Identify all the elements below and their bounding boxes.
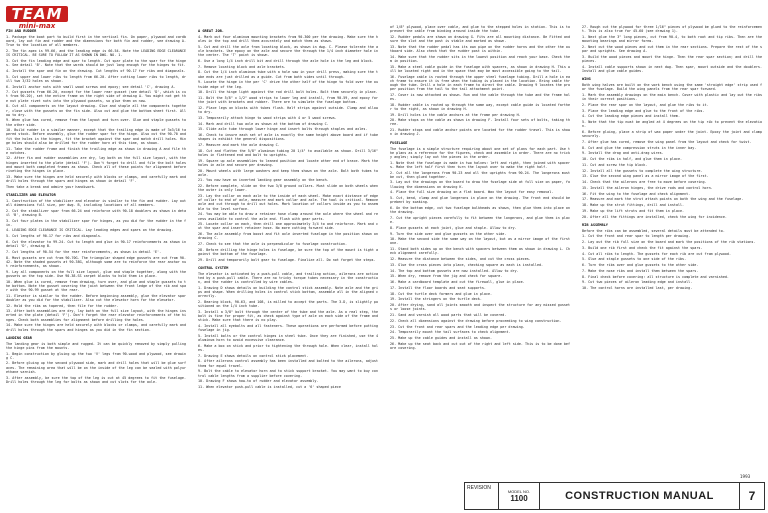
section-heading: RIB ASSEMBLY <box>582 222 608 227</box>
instruction-paragraph: 7. Cut gussets from 66-20, except for the lower rear gusset (see detail 'D', which is cut from 90-20), set the entire frame on the right side of drawing A. You might not get the nut plate rivet nuts into the plywood gussets, so glue them on now. <box>6 90 186 103</box>
instruction-paragraph: 5. Note that the tip must be angled at 4 degrees on the tip rib to prevent the elevation. <box>582 120 762 129</box>
instruction-paragraph: 1. Package the boat part to build first in the vertical fin. On paper, plywood and cardboard, lay out fin and rudder and the dimensions for both fin and rudder, see drawing A. True to the location of all members. <box>6 35 186 48</box>
instruction-paragraph: 25. Locate collar on each, then drill one approximately 3/4 to and reinforce. Mark and cut the spar and insert retainer hose. No more cutting forward side. <box>198 222 378 231</box>
instruction-paragraph: 12. After fin and rudder assemblies are dry, lay both on the full size layout, with the hinges inserted to the plate (detail 'F'). Don't forget to drill and file the bolt holes and mount both completed frames as shown. Check all of these points for alignment before riveting the hinges in place. <box>6 156 186 173</box>
instruction-paragraph: 5. Cut lengths of 90-17 for ribs and diagonals. <box>6 234 102 239</box>
instruction-paragraph: 10. Cut the ribs in half, and glue them in place. <box>582 157 683 162</box>
instruction-paragraph: 4. Install the spar and fin on the drawing. Cut lengths of 90-17 for ribs and diagonals. <box>6 68 186 73</box>
instruction-paragraph: 9. Cut two pieces of aileron leading edge and install. <box>582 280 693 285</box>
instruction-paragraph: 8. Cut and glue the compression struts in the inner bay. <box>582 145 697 150</box>
instruction-paragraph: 11. Cut and screw the tip block. <box>582 162 648 167</box>
instruction-paragraph: 22. Before complete, slide on the two 3/8 ground collars. Must slide on both wheels when the outer is only lower. <box>198 184 378 193</box>
instruction-paragraph: 5. Cut and drill the axle from locating block, as shown in dwg. C. Please tolerate the axle brackets. Use epoxy on the axle and secure the through the 1/4 inch diameter hole in the center. The 'T' point is shown. <box>198 44 378 58</box>
instruction-paragraph: 3. Cut four plates in the stabilizer spar for hinges, as you did for the rudder in the fin. <box>6 218 186 227</box>
instruction-paragraph: 15. Make a steel cable guide in the fuselage with spacers, as shown in drawing H. This will be located right and in the space that may be most accessible going to the tail. <box>390 64 570 73</box>
instruction-paragraph: 12. Hold the ribs as tapered, then file for the rudder. <box>6 303 119 308</box>
section-heading: STABILIZER AND ELEVATOR <box>6 192 56 197</box>
instruction-paragraph: 6. Make a box on stick and prior to tightening the through hole. When clear, install holes. <box>198 343 378 352</box>
instruction-paragraph: 6. On the bottom edge, cut two fuselage bulkheads as shown, then glue them into place on the drawing. <box>390 205 570 215</box>
instruction-paragraph: 11. Bolt the 5/8" x 1/2" wood strips to lower leg and install, from 90-59, and epoxy for the joint with brackets and rubber. There are to simulate the fuselage bottom. <box>198 96 378 105</box>
instruction-paragraph: 4. Cut all ribs to length. The gussets for each rib are cut from plywood. <box>582 251 732 256</box>
instruction-paragraph: 20. Mount wheels with large washers and keep them shown on the axle. Bolt both tubes to axle. <box>198 168 378 177</box>
instruction-paragraph: 3. Cut the fin leading edge and spar to length. Cut spar plate to the spar for the hinges. See detail 'B'. Note that the words should be just long enough for the hinges to fit. <box>6 58 186 68</box>
instruction-paragraph: 14. The top and bottom gussets are now installed. Allow to dry. <box>390 268 519 273</box>
instruction-paragraph: 7. Make the nose ribs and install them between the spars. <box>582 268 699 273</box>
instruction-paragraph: 2. Next cut the wood pieces and cut them in the rear sections. Prepare the rest of the spar and uprights. See drawing A. <box>582 44 762 53</box>
model-cell <box>499 483 540 509</box>
instruction-paragraph: 1. Mark the assembly drawings on the main bench. Cover with plastic and lay out the ribs in their correct positions. <box>582 92 762 101</box>
instruction-paragraph: 7. Drawing E shows details on control stick placement. <box>198 353 309 358</box>
instruction-paragraph: 17. Measure and mark the axle drawing C. <box>198 143 280 147</box>
instruction-paragraph: 17. Cover is now attached as shown. Run and the cable through the tube and the frame holes. <box>390 92 570 101</box>
instruction-paragraph: 13. Make sure the hinges are held securely with blocks or clamps, and carefully mark and drill holes through the spars and hinges as shown in detail 'F'. <box>6 174 186 183</box>
instruction-paragraph: 1. Construction of the stabilizer and elevator is similar to the fin and rudder. Lay out all dimensions full size, per dwg. B, including locations of all members. <box>6 198 186 207</box>
instruction-paragraph: 26. Make up the seat back and cut out of the right and left side. This is to be done before covering. <box>390 341 570 350</box>
instruction-paragraph: 3. Lay out the drawings on the board to draw the fuselage side at full size on paper, following the dimensions on drawing K. <box>390 180 570 189</box>
instruction-paragraph: 17. Measure and mark the strut attach points on both the wing and the fuselage. <box>582 197 744 202</box>
instruction-paragraph: 21. Rudder stops and cable anchor points are located for the rudder travel. This is shown in drawing J. <box>390 128 570 137</box>
instruction-paragraph: 11. When elevator push-pull cable is installed, cut a '6' shaped piece <box>198 385 341 389</box>
instruction-paragraph: 10. When glue is cured, remove from drawing, turn over, and glue and staple gussets to the bottom. Note the gusset covering the joint between the front ledge of the rib and spar with the 90-99 gusset at the rear. <box>6 279 186 292</box>
instruction-paragraph: 1. Cut the front and rear spar to length per drawing. <box>582 234 691 239</box>
instruction-paragraph: 9. Locate the hinge in the per 'C' drive the other half of the hinge to fold over the outside edge of the leg. <box>198 80 378 89</box>
instruction-paragraph: 19. Square up axle assemblies to leaned position and locate other end of brace. Mark the holes in axle and secure per drawing. <box>198 158 378 167</box>
instruction-paragraph: 4. Mark out four aluminum mounting brackets from 90-300 per the drawing. Make sure the holes in the top and drill them accurately and match them as shown. <box>198 35 378 44</box>
instruction-paragraph: 8. Place gussets at each joint, glue and staple. Allow to dry. <box>390 225 517 230</box>
instruction-paragraph: 19. Drill holes in the cable anchors at the frame per drawing H. <box>390 112 521 117</box>
instruction-paragraph: 12. Measure the distance between the sides, and cut the cross pieces. <box>390 257 531 262</box>
instruction-paragraph: 13. Note that the rudder pedal has its own pipe on the rudder horns and the other the outboard side. Also check that the rudder post is within. <box>390 44 570 53</box>
instruction-paragraph: 7. Cut lengths of 90-54 for the rear reinforcements, as shown in detail 'E'. <box>6 249 162 254</box>
manual-columns <box>6 25 762 480</box>
instruction-paragraph: 8. Cut all components on the layout drawing. Glue and staple all the components together, close with the gussets on the fin side. Also cut and glue the bottom sheet first. Allow to dry. <box>6 104 186 117</box>
instruction-paragraph: 5. Glue and staple gussets to one side of the ribs. <box>582 257 687 262</box>
instruction-paragraph: 4. Install all eyebolts and all fasteners. These operations are performed before putting fuselage in jig. <box>198 323 378 333</box>
instruction-paragraph: of 1/8" plywood, place over cable, and glue to the stepped holes in station. This is to prevent the cable from binding around inside the tube. <box>390 25 570 34</box>
instruction-paragraph: 2. Before gluing up the second plywood side, mark and drill holes that will be glue surfaces. The remaining area that will be on the inside of the leg can be sealed with polyurethane varnish. <box>6 361 186 374</box>
instruction-paragraph: 12. Place legs on blocks with tubes flush. Half strips against outside. Clamp and allow to dry. <box>198 105 378 115</box>
instruction-paragraph: 5. Install bolts or the control hinges in steel tube. Once they are finished, use the 4 aluminum horn to avoid excessive clearance. <box>198 333 378 343</box>
instruction-paragraph: 11. Stand both sides up on the bench with spacers between them as shown in drawing L. Check alignment carefully. <box>390 247 570 256</box>
logo-subtitle: mini-max <box>18 22 56 30</box>
instruction-paragraph: 12. Rudder pedals are shown on drawing G. Fits are all mounting distance. Be Fitted and sure the slot and the post is stable and marked as shown. <box>390 34 570 44</box>
instruction-paragraph: 4. Install cable supports shown in next dwg. Then spar, mount outside and the doublers. Install and glue cable guides. <box>582 64 762 73</box>
instruction-paragraph: 27. Check to see that the axle is perpendicular to fuselage construction. <box>198 242 348 247</box>
instruction-paragraph: 4. LEADING EDGE CLEARANCE IS CRITICAL. Lay leading edges and spars on the drawing. <box>6 228 174 233</box>
instruction-paragraph: 23. Lay the collar on each axle to the inside of each wheel. Make exact distance of edge of collar to end of axle, measure and mark collar and axle. The tool is critical. Remove axle and cut through to drill out holes. Mark location of collars inside as you to assemble to the level surface. <box>198 194 378 211</box>
instruction-paragraph: 2. The fin apex is 99-66, and the leading edge is 66-54. Note the LEADING EDGE CLEARANCE IS CRITICAL. BE SURE TO FOLLOW IT AS SHOWN IN DWG. NO. 1. <box>6 49 186 58</box>
instruction-paragraph: 29. Drill and temporarily bolt gear to fuselage. Finalize all. Do not forget the steps. <box>198 257 376 262</box>
instruction-paragraph: 3. Install a 3/8" bolt through the center of the tube and the axle. As a real step, the bolt is fine for proper fit, as check against type of axle on each side of the frame and stick. Make sure that there is no play. <box>198 309 378 323</box>
instruction-paragraph: 2. Place the rear spar on the layout, and glue the ribs to it. <box>582 102 709 107</box>
instruction-paragraph: 10. Make the second side the same way on the layout, but as a mirror image of the first one. <box>390 237 570 246</box>
instruction-paragraph: 1. Next glue the 3" long pieces, cut from 90-4, to both root and tip ribs. Then are the mounting bearings and mirror forms. <box>582 34 762 44</box>
instruction-paragraph: 6. Before gluing, place a strip of wax paper under the joint. Epoxy the joint and clamp securely. <box>582 129 762 139</box>
instruction-paragraph: 1. Begin construction by gluing up the two 'V' legs from 90-wood and plywood, see drawing C. <box>6 351 186 360</box>
instruction-paragraph: 13. Glue the second wing panel as a mirror image of the first. <box>582 174 709 179</box>
instruction-paragraph: 15. Install the aileron hinges, the drive rods and control horn. <box>582 185 713 190</box>
instruction-paragraph: The fuselage is a simple structure requiring about one set of plans for each part. Use the plans as a reference for the figures, check and assemble in order. There are no tricky angles; simply lay out the pieces in the order. <box>390 146 570 159</box>
instruction-paragraph: 8. Cut the 1/4 inch aluminum tube with a hole saw in your drill press, making sure the tube ends are just drilled as a guide. Cut from both sides until through. <box>198 70 378 79</box>
instruction-paragraph: 6. Use a long 1/4 inch drill bit and drill through the axle hole in the leg and block. <box>198 58 374 63</box>
instruction-paragraph: The landing gear is both simple and rugged. It can be quickly removed by simply pulling the hinge pins from the mounts. <box>6 341 186 350</box>
section-heading: A GREAT JOB. <box>198 29 224 33</box>
column-2 <box>198 25 378 480</box>
section-heading: FUSELAGE <box>390 140 408 145</box>
instruction-paragraph: 3. Build one rib first and check the fit against the spars. <box>582 245 703 250</box>
page-year: 1993 <box>740 474 751 479</box>
instruction-paragraph: 6. Cut the elevator to 99-24. Cut to length and glue in 90-17 reinforcements as shown in detail 'D', drawing B. <box>6 239 186 249</box>
instruction-paragraph: 26. The axle assembly from boost and fit axle inverted fuselage in the position shown on drawing C. <box>198 232 378 241</box>
instruction-paragraph: 16. Fuselage cable is routed through the upper steel fuselage tubing. Drill a hole in each frame to ensure it is free when the tubing is placed in the location. Bring cable through the tube. Drill a hole in each frame to direct the cable. Drawing 9 locates the proper position from the tail to the tail attachment point. <box>390 74 570 91</box>
instruction-paragraph: 1. Drawing D shows details on building the control stick assembly. Note axle and the grips and shape. When drilling holes in control stick bottom, assemble all in the aligned correctly. <box>198 285 378 299</box>
instruction-paragraph: 7. After glue has cured, remove the wing panel from the layout and check for twist. <box>582 139 752 144</box>
instruction-paragraph: Before the ribs can be assembled, several details must be attended to. <box>582 228 725 233</box>
instruction-paragraph: 15. Slide axle tube through lower hinge and insert bolts through staples and axles. <box>198 127 368 132</box>
instruction-paragraph: 3. After assembly, be sure the top of the leg is cut at 45 degrees to fit the fuselage. Drill holes through the leg for bolts as shown and cut slots for the axle. <box>6 375 186 384</box>
instruction-paragraph: 27. Rough cut the plywood for three 1/16" pieces of plywood be glued to the reinforcement. This is also true for 45-60 (see drawing 1). <box>582 25 762 34</box>
instruction-paragraph: 5. Cut upper and lower ribs to length from 66-20. After cutting lower ribs to length, drill two 3/32 holes as shown. <box>6 74 186 83</box>
instruction-paragraph: 16. Fit the wing to the fuselage and check alignment. <box>582 191 691 196</box>
section-heading: LANDING GEAR <box>6 335 32 340</box>
column-3 <box>390 25 570 480</box>
instruction-paragraph: 15. When dry, remove from the jig and check for square. <box>390 274 503 279</box>
instruction-paragraph: 2. Cut the stabilizer spar from 66-24 and reinforce with 90-18 doublers as shown in detail 'B', drawing B. <box>6 208 186 217</box>
instruction-paragraph: 3. Build the wood pieces and mount the hinge. Then the rear spar section; and drill the pieces. <box>582 54 762 63</box>
instruction-paragraph: 25. Make up the cable guides and install as shown. <box>390 336 493 340</box>
instruction-paragraph: 24. You may be able to draw a retainer hose clamp around the axle where the wheel and recess available to control the axle end. Flush with gear parts. <box>198 212 378 221</box>
instruction-paragraph: 20. Make stops on the cable as shown in drawing F. Install four sets of bolts, taking three. <box>390 118 570 127</box>
instruction-paragraph: 24. Temporarily mount the tail surfaces to check alignment. <box>390 330 511 335</box>
instruction-paragraph: 2. Cut all the longerons from 90-23 and all the uprights from 90-24. The longerons must be cut, then glued together. <box>390 170 570 179</box>
manual-title: CONSTRUCTION MANUAL <box>540 483 740 509</box>
instruction-paragraph: 1. Note that the fuselage is made in two halves: left and right, then joined with spacers. Make the left half first then turn the layout over to make the right half. <box>390 160 570 169</box>
instruction-paragraph: 17. Install the floor boards and seat supports. <box>390 285 486 290</box>
instruction-paragraph: 12. Install all the gussets to complete the wing structure. <box>582 168 703 173</box>
instruction-paragraph: 18. Cut the turtle deck formers and glue in place. <box>390 291 493 296</box>
instruction-paragraph: 18. Cut and flatten the 5/8" aluminum tubing 20 1/4" to available as shown. Drill 3/16" holes in flattened end and bolt to uprights. <box>198 148 378 157</box>
instruction-paragraph: 18. Make up the strut fittings, drill and install. <box>582 203 685 208</box>
revision-cell: REVISION <box>465 483 499 509</box>
instruction-paragraph: 6. Turn the ribs over and glue gussets to the other side. <box>582 263 699 268</box>
instruction-paragraph: 7. Remove locating block and axle brackets. <box>198 64 286 69</box>
instruction-paragraph: 19. Install the stringers on the turtle deck. <box>390 297 482 302</box>
instruction-paragraph: 10. Drawing F shows how-to of rudder and elevator assembly. <box>198 379 319 384</box>
instruction-paragraph: 16. Check to insure each set of axle is exactly the same height above board and if tube shapes is exhibit the general dispositions. <box>198 133 378 142</box>
instruction-paragraph: 11. Take the rudder frame and finish the trailing edge as shown in drawing A and file the notches. <box>6 146 186 155</box>
instruction-paragraph: 16. Make a cardboard template and cut the firewall, glue in place. <box>390 280 525 285</box>
instruction-paragraph: 5. Cut, bend, clamp and glue longerons in place on the drawing. The front end should be prebent by soaking. <box>390 196 570 205</box>
instruction-paragraph: 13. Glue the cross pieces into place, checking square as each is installed. <box>390 262 544 267</box>
instruction-paragraph: 10. The control horns are installed last, per drawing. <box>582 286 693 291</box>
instruction-paragraph: 2. Lay out the rib full size on the board and mark the positions of the rib stations. <box>582 240 756 245</box>
instruction-paragraph: 10. Build rudder in a similar manner, except that the trailing edge is made of 3x3/16 tapered stock. Before assembly, glue the rudder spar for the hinge. Also cut the 90-70 and fit the holes in the hinges, fit the bracket against the spar and match drill holes. Hinge holes should also be drilled for the rudder horn at this time, as shown. <box>6 128 186 145</box>
instruction-paragraph: 9. Lay all components on the full size layout, glue and staple together, along with the gussets on the top side. Use 90-38-SS carpet blocks to hold them in place. <box>6 269 186 278</box>
instruction-paragraph: The elevator is activated by a push-pull cable, and trailing action, ailerons are activated by a push-pull cable. There are no tricky torque tubes necessary in the construction, and the rudder is controlled by wire cables. <box>198 271 378 285</box>
page-number: 7 <box>748 489 756 503</box>
section-heading: CONTROL SYSTEM <box>198 265 229 270</box>
column-1 <box>6 25 186 480</box>
section-heading: WING <box>582 76 591 81</box>
instruction-paragraph: 19. Make up the lift struts and fit them in place. <box>582 208 685 213</box>
instruction-paragraph: 22. Check all dimensions against the drawing before proceeding to wing construction. <box>390 318 562 323</box>
title-block <box>464 482 765 510</box>
instruction-paragraph: 21. You now have an inverted landing gear assembly on the bench. <box>198 178 329 183</box>
instruction-paragraph: 13. After both assemblies are dry, lay both on the full size layout, with the hinges inserted in the plate (detail 'F'). Don't forget the rear elevator reinforcements of the hinges. Check both assemblies for alignment before drilling the holes. <box>6 309 186 322</box>
instruction-paragraph: 14. Mark and drill two axle as shown at the bottom of drawing C. <box>198 121 329 126</box>
instruction-paragraph: 14. Make sure the hinges are held securely with blocks or clamps, and carefully mark and drill holes through the spars and hinges as you did in the fin section. <box>6 323 186 332</box>
column-4 <box>582 25 762 480</box>
instruction-paragraph: 7. Cut the upright pieces carefully to fit between the longerons, and glue them in place. <box>390 215 570 225</box>
instruction-paragraph: 8. Final check before covering: all structure is complete and varnished. <box>582 274 729 279</box>
instruction-paragraph: 20. After drying, sand all joints smooth and inspect the structure for any missed gussets or loose joints. <box>390 303 570 312</box>
instruction-paragraph: 6. Install anchor nuts with small wood screws and epoxy; see detail 'C', drawing A. <box>6 84 176 89</box>
instruction-paragraph: 3. Place the leading edge and glue to the front of the ribs. <box>582 108 705 113</box>
instruction-paragraph: 9. When glue has cured, remove from the layout and turn over. Glue and staple gussets to the other side. <box>6 118 186 127</box>
instruction-paragraph: 11. Elevator is similar to the rudder. Before beginning assembly, glue the elevator spar doubler as you did for the stabilizer. Also cut the elevator horn for the elevator. <box>6 293 186 302</box>
instruction-paragraph: 9. Bolt the cable to elevator horn and to stick support bracket. You may want to buy control cable lengths from a supplier before covering. <box>198 369 378 378</box>
model-number: 1100 <box>510 494 528 503</box>
instruction-paragraph: 14. Make sure that the rudder sits in the lowest position and reach your base. Check them in position. <box>390 54 570 63</box>
instruction-paragraph: 14. Check that the ailerons are free to move before covering. <box>582 180 707 185</box>
instruction-paragraph: 18. Rudder cable is routed up through the same way, except cable guide is located farther to the right, as shown in drawing H. <box>390 102 570 111</box>
instruction-paragraph: 8. After ailerons control assembly has been installed and bolted to the ailerons, adjust them for equal travel. <box>198 359 378 368</box>
instruction-paragraph: 10. Drill the hinge light against the rod drill bolt holes. Bolt them securely in place. <box>198 90 378 95</box>
instruction-paragraph: 8. Most gussets are cut from 90-70G. The triangular shaped edge gussets are cut from 90-42. Note the shaded gussets at 90-38G, although some are to reinforce the rear anchor nut reinforcements, as shown. <box>6 255 186 268</box>
instruction-paragraph: 9. Install the drag and anti-drag wires. <box>582 151 664 156</box>
instruction-paragraph: 4. Cut the leading edge pieces and install them. <box>582 114 680 119</box>
instruction-paragraph: Both wing halves are built on the work bench using the same 'straight edge' strip used for the fuselage. Build the wing panels from the rear spar forward. <box>582 82 762 92</box>
instruction-paragraph: 21. Sand and varnish all wood parts that will be covered. <box>390 313 507 317</box>
instruction-paragraph: 28. Before drilling the hinge holes in fuselage, be sure the top of the mount is tight against the bottom of the fuselage. <box>198 247 378 256</box>
logo-wordmark: TEAM <box>6 6 68 22</box>
instruction-paragraph: 13. Temporarily attach hinge to wood strips with 4 or 5 wood screws. <box>198 115 337 120</box>
instruction-paragraph: 23. Cut the front and rear spars and the leading edge per drawing. <box>390 324 525 329</box>
instruction-paragraph: Then take a break and admire your handiwork. <box>6 184 96 189</box>
instruction-paragraph: 4. Place the full size drawing on a flat board. Wax the layout for easy removal. <box>390 190 554 195</box>
instruction-paragraph: 20. After all the fittings are installed, check the wing for incidence. <box>582 214 727 219</box>
instruction-paragraph: 9. Turn the side over and glue gussets on the other side. <box>390 231 507 236</box>
model-label: MODEL NO. <box>507 489 531 494</box>
section-heading: FIN AND RUDDER <box>6 29 37 33</box>
instruction-paragraph: 2. Bearing block, 90-63, and 108, is milled to accept the parts. The 3-D, is slightly positioned on the 1/4 inch tube. <box>198 300 378 309</box>
